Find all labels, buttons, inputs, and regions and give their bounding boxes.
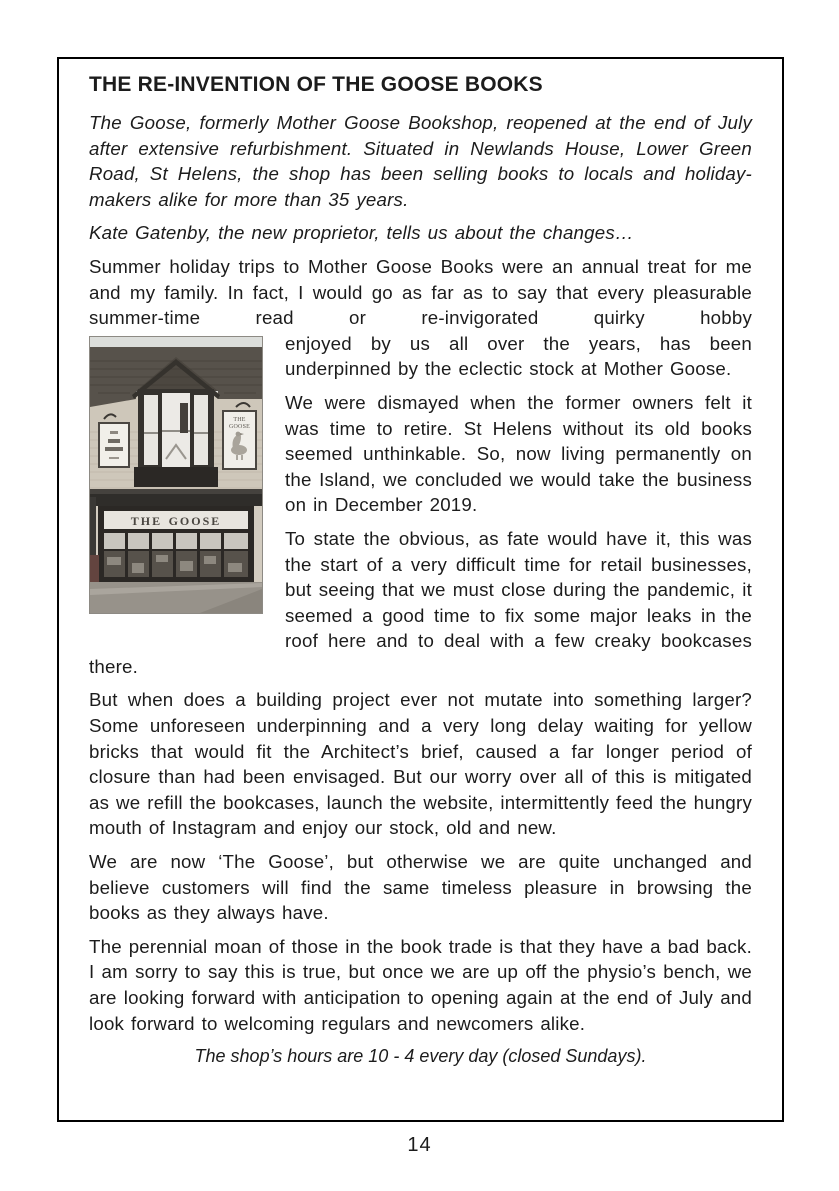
photo-left-sign	[99, 414, 129, 467]
page-number: 14	[407, 1134, 432, 1156]
photo-shopfront	[90, 506, 262, 582]
body-paragraph: To state the obvious, as fate would have it, this was the start of a very difficult time for retail businesses, but seeing that we must close during the pandemic, it seemed a good time to fix some major leaks in the roof here and to deal with a few creaky bookcases there.	[89, 527, 752, 677]
body-paragraph: We are now ‘The Goose’, but otherwise we are quite unchanged and believe customers will find the same timeless pleasure in browsing the books as they always have.	[89, 851, 752, 924]
body-paragraph: We were dismayed when the former owners felt it was time to retire. St Helens without its old books seemed unthinkable. So, now living permanently on the Island, we concluded we would take the business on in December 2019.	[285, 391, 752, 516]
intro-paragraph: The Goose, formerly Mother Goose Bookshop, reopened at the end of July after extensive refurbishment. Situated in Newlands House, Lower Green Road, St Helens, the shop has been selling books to locals and holiday-makers alike for more than 35 years.	[89, 112, 752, 210]
photo-hanging-sign	[223, 403, 256, 469]
photo-pavement	[90, 582, 262, 613]
article-title: THE RE-INVENTION OF THE GOOSE BOOKS	[89, 73, 543, 96]
lead-paragraph-continuation: enjoyed by us all over the years, has been underpinned by the eclectic stock at Mother Goose.	[285, 332, 752, 380]
lead-paragraph: Summer holiday trips to Mother Goose Books were an annual treat for me and my family. In fact, I would go as far as to say that every pleasurable summer-time read or re-invigorated quirky hobby	[89, 255, 752, 329]
photo-cornice	[90, 489, 262, 494]
shopfront-photo-drawing	[90, 337, 262, 613]
photo-bay-window	[134, 389, 218, 487]
shop-hours-line: The shop’s hours are 10 - 4 every day (closed Sundays).	[194, 1046, 647, 1067]
article-frame	[57, 57, 784, 1122]
photo-neighbour-shop	[90, 497, 96, 557]
shopfront-photo	[89, 336, 263, 614]
body-paragraph: But when does a building project ever not mutate into something larger? Some unforeseen underpinning and a very long delay waiting for yellow bricks that would fit the Architect’s brief, caused a far longer period of closure than had been envisaged. But our worry over all of this is mitigated as we refill the bookcases, launch the website, intermittently feed the hungry mouth of Instagram and enjoy our stock, old and new.	[89, 689, 752, 839]
photo-fascia	[90, 494, 262, 506]
body-paragraph: The perennial moan of those in the book trade is that they have a bad back. I am sorry to say this is true, but once we are up off the physio’s bench, we are looking forward with anticipation to opening again at the end of July and look forward to welcoming regulars and newcomers alike.	[89, 935, 752, 1034]
byline: Kate Gatenby, the new proprietor, tells us about the changes…	[89, 222, 634, 244]
hanging-sign-text-line2: GOOSE	[228, 423, 251, 430]
fascia-sign-text: THE GOOSE	[130, 513, 222, 528]
hanging-sign-text-line1: THE	[233, 416, 246, 423]
